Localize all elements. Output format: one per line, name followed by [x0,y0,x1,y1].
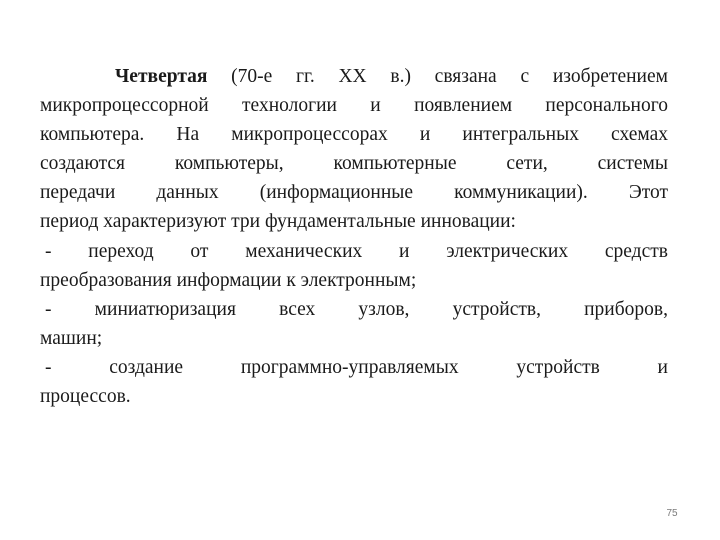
bullet-2-line-2: машин; [40,327,103,349]
paragraph-line-2: микропроцессорной технологии и появлением персонального [40,95,668,117]
paragraph-line-4: создаются компьютеры, компьютерные сети, системы [40,153,668,175]
paragraph-line-1-rest: (70-е гг. XX в.) связана с изобретением [207,66,668,87]
paragraph-line-6: период характеризуют три фундаментальные инновации: [40,211,516,233]
bullet-1-line-2: преобразования информации к электронным; [40,269,417,291]
bullet-3-line-2: процессов. [40,386,131,408]
lead-term: Четвертая [115,66,208,87]
text-block [40,62,668,411]
paragraph-line-1 [40,62,668,91]
page-number: 75 [666,508,678,519]
paragraph-line-5: передачи данных (информационные коммуникации). Этот [40,182,668,204]
bullet-2-line-1: - миниатюризация всех узлов, устройств, приборов, [45,298,668,320]
bullet-1-line-1: - переход от механических и электрических средств [45,240,668,262]
bullet-3-line-1: - создание программно-управляемых устройств и [45,356,668,378]
paragraph-line-3: компьютера. На микропроцессорах и интегральных схемах [40,124,668,146]
